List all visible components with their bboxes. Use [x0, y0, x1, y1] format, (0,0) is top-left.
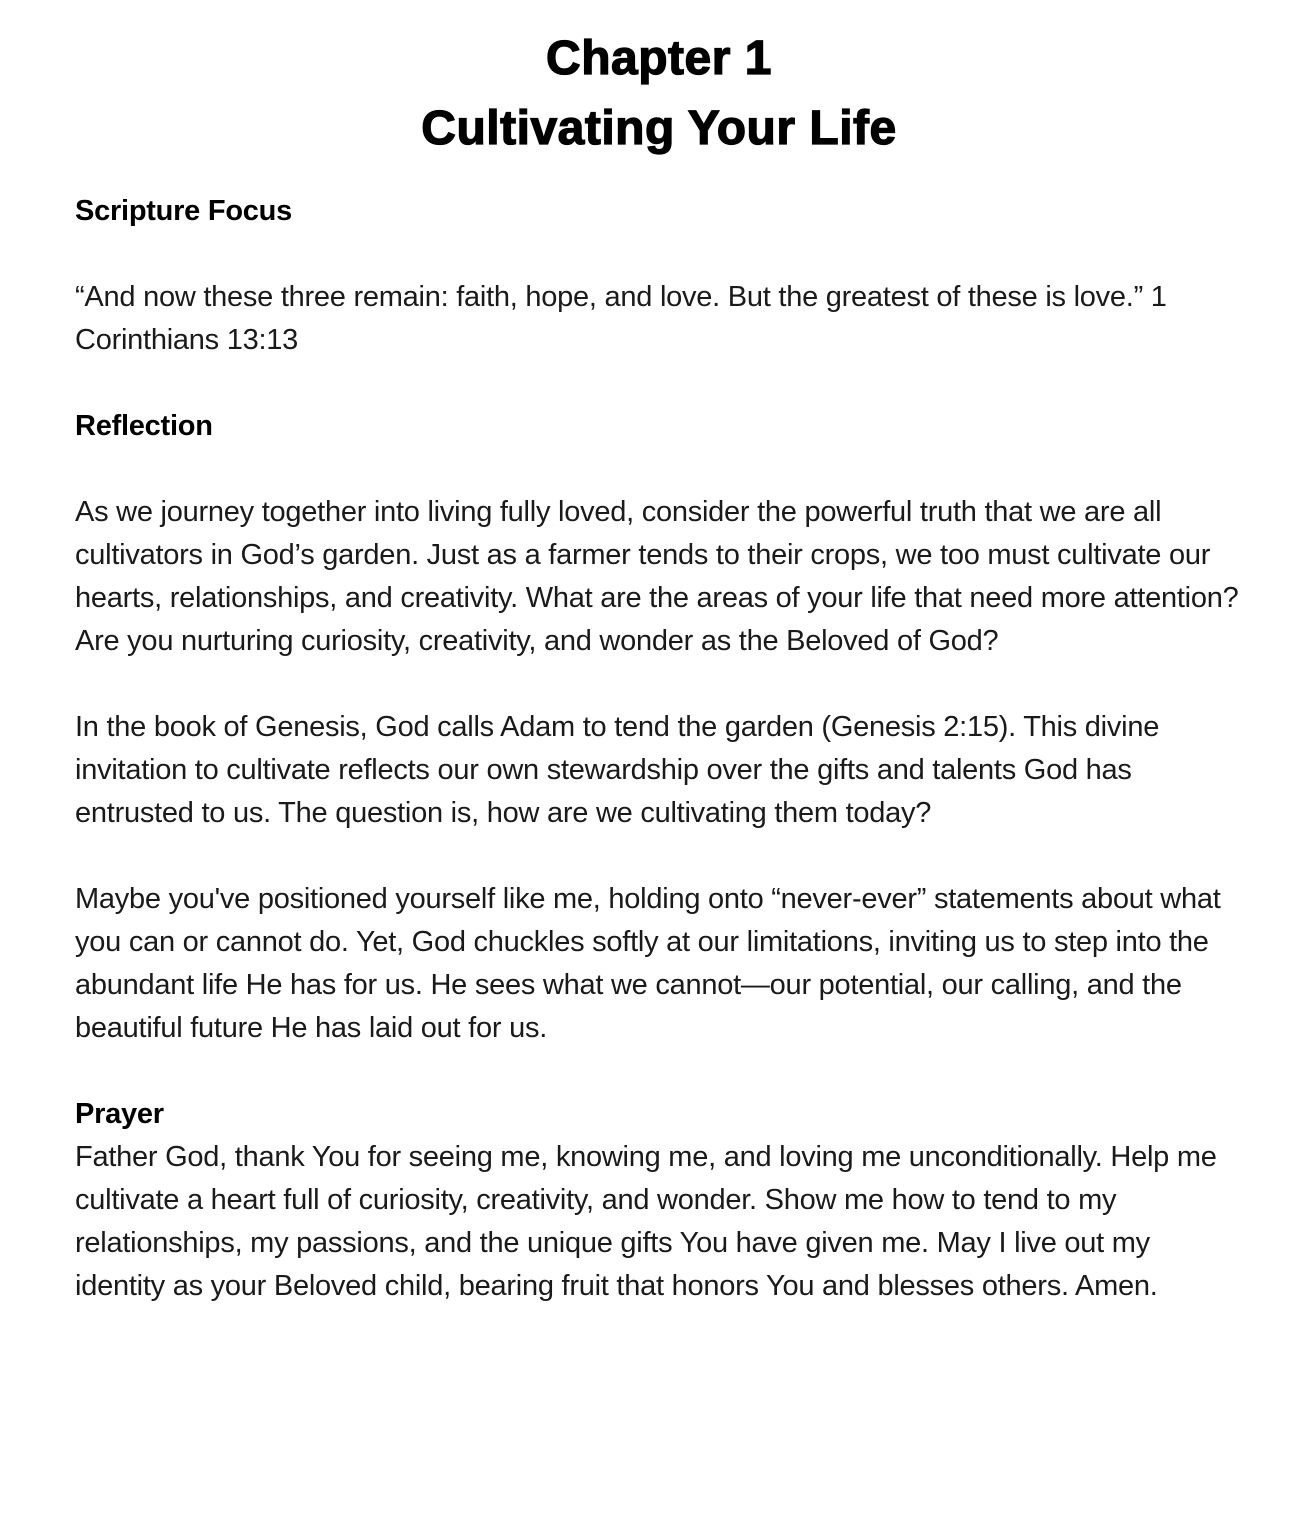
- prayer-paragraph: Father God, thank You for seeing me, knowing me, and loving me unconditionally. Help me cultivate a heart full of curiosity, creativity, and wonder. Show me how to tend to my relationships, my passions, and the unique gifts You have given me. May I live out my identity as your Beloved child, bearing fruit that honors You and blesses others. Amen.: [75, 1141, 1217, 1302]
- reflection-paragraph-1: As we journey together into living fully loved, consider the powerful truth that we are all cultivators in God’s garden. Just as a farmer tends to their crops, we too must cultivate our hearts, relationships, and creativity. What are the areas of your life that need more attention? Are you nurturing curiosity, creativity, and wonder as the Beloved of God?: [75, 496, 1239, 657]
- chapter-heading: [75, 24, 1243, 164]
- reflection-paragraph-2: In the book of Genesis, God calls Adam to tend the garden (Genesis 2:15). This divine invitation to cultivate reflects our own stewardship over the gifts and talents God has entrusted to us. The question is, how are we cultivating them today?: [75, 711, 1160, 829]
- scripture-focus-heading: Scripture Focus: [75, 195, 293, 227]
- reflection-heading: Reflection: [75, 410, 213, 442]
- chapter-number: Chapter 1: [546, 32, 772, 85]
- prayer-heading: Prayer: [75, 1098, 164, 1130]
- scripture-quote: “And now these three remain: faith, hope, and love. But the greatest of these is love.” 1 Corinthians 13:13: [75, 281, 1167, 356]
- reflection-paragraph-3: Maybe you've positioned yourself like me, holding onto “never-ever” statements about what you can or cannot do. Yet, God chuckles softly at our limitations, inviting us to step into the abundant life He has for us. He sees what we cannot—our potential, our calling, and the beautiful future He has laid out for us.: [75, 883, 1221, 1044]
- chapter-title: Cultivating Your Life: [421, 102, 897, 155]
